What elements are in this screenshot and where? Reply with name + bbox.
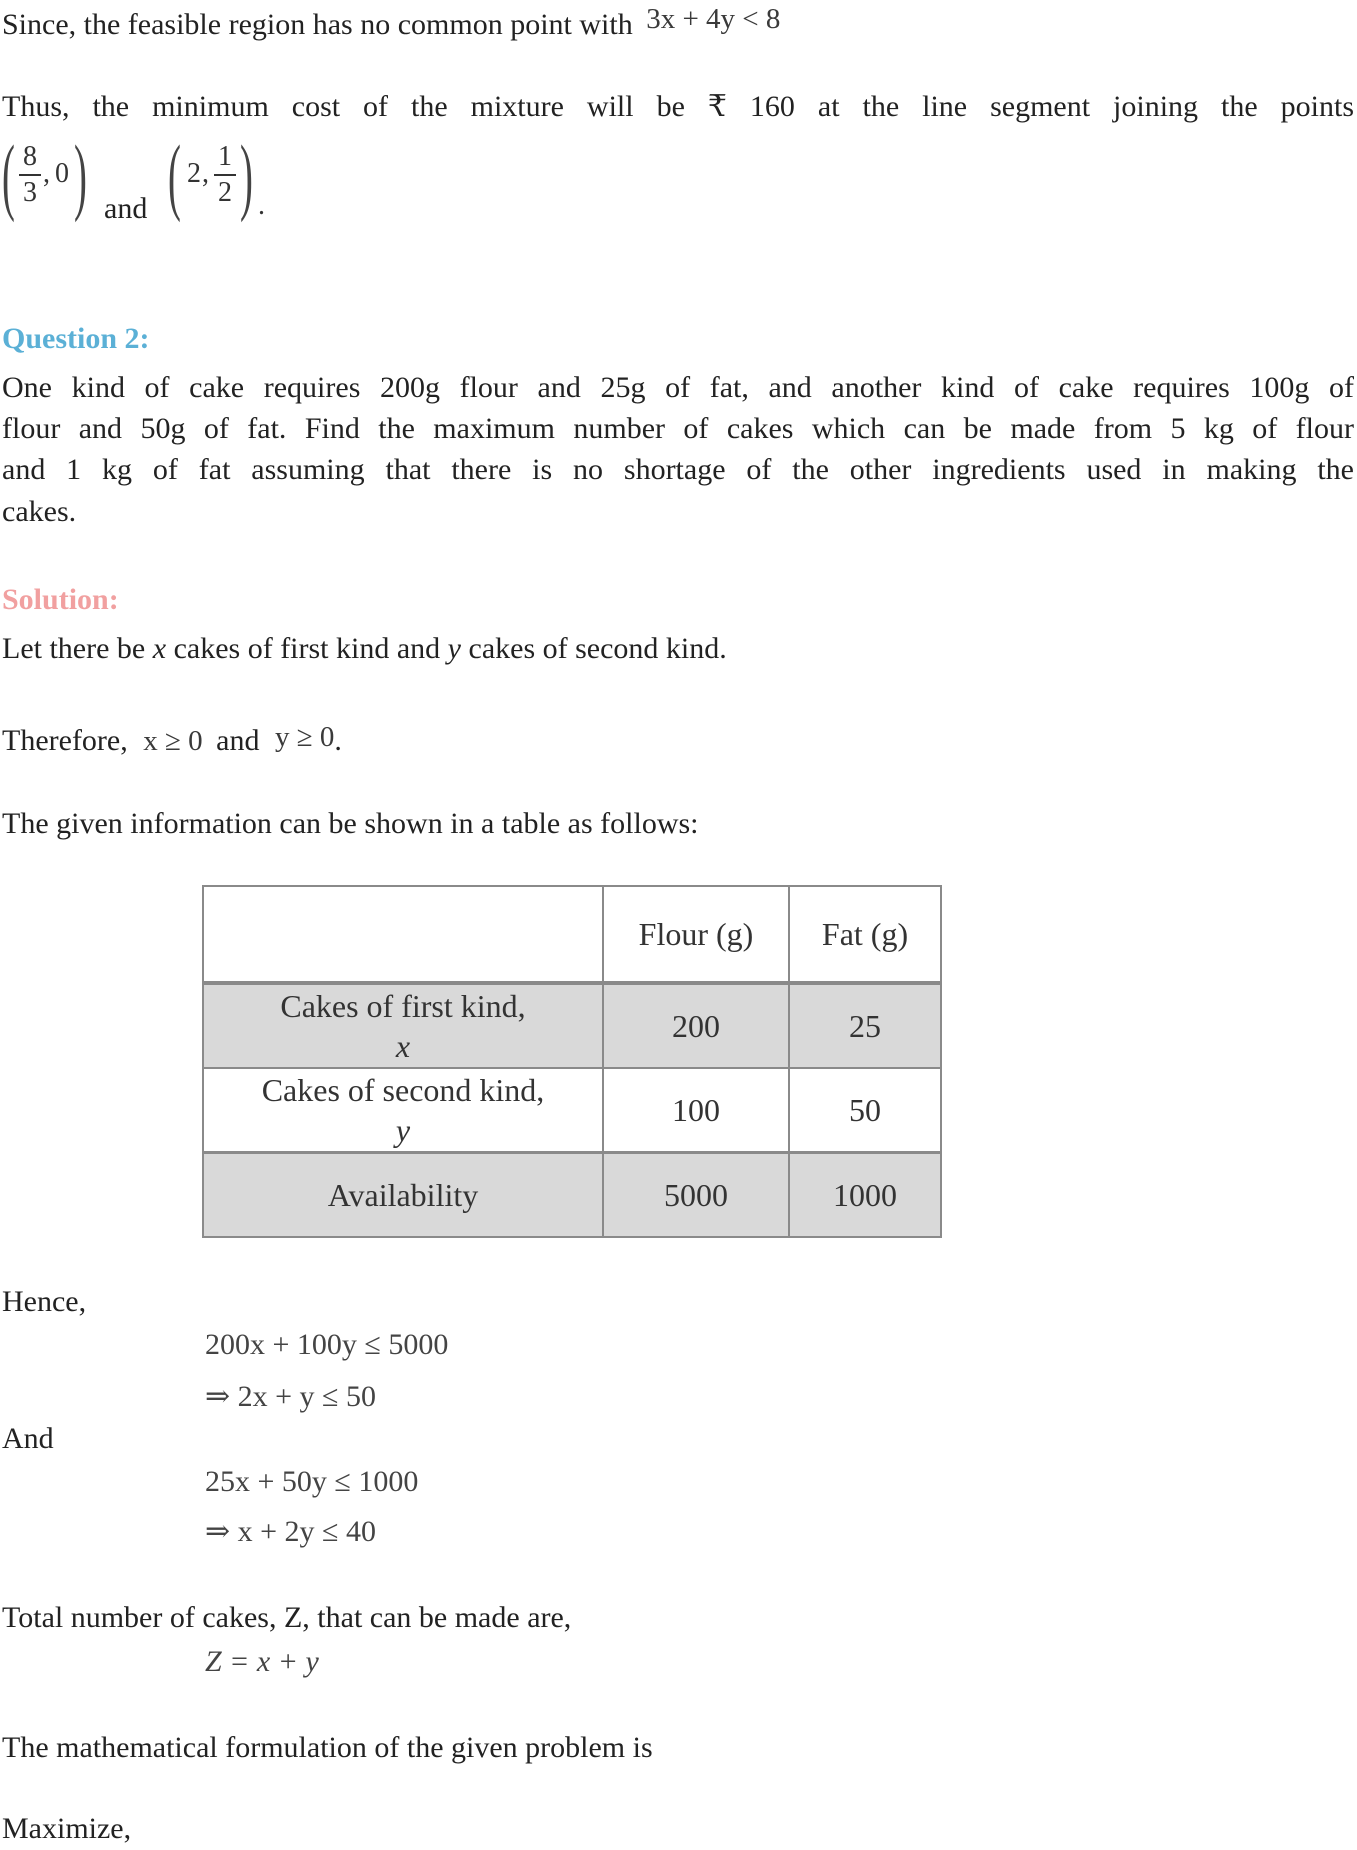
therefore-line: Therefore, x ≥ 0 and y ≥ 0. <box>2 721 342 757</box>
total-line: Total number of cakes, Z, that can be made are, <box>2 1601 572 1634</box>
x-nonneg: x ≥ 0 <box>143 725 203 757</box>
maximize-label: Maximize, <box>2 1812 132 1845</box>
var-x: x <box>152 632 167 665</box>
point-1-second: 0 <box>55 158 69 189</box>
left-paren-2: ( <box>168 127 181 223</box>
equation-1: 200x + 100y ≤ 5000 <box>205 1328 449 1361</box>
question-line-2: flour and 50g of fat. Find the maximum number of cakes which can be made from 5 kg of flour <box>2 412 1354 445</box>
hence-label: Hence, <box>2 1285 87 1318</box>
equation-4: ⇒ x + 2y ≤ 40 <box>205 1515 377 1548</box>
cell-flour-second: 100 <box>603 1068 789 1153</box>
equation-2: ⇒ 2x + y ≤ 50 <box>205 1380 377 1413</box>
row-label-availability: Availability <box>203 1153 603 1238</box>
solution-heading: Solution: <box>2 583 119 616</box>
cell-flour-availability: 5000 <box>603 1153 789 1238</box>
question-heading: Question 2: <box>2 322 150 355</box>
ingredients-table <box>202 885 942 1238</box>
y-nonneg: y ≥ 0 <box>275 721 335 753</box>
equation-3: 25x + 50y ≤ 1000 <box>205 1465 419 1498</box>
fraction-1-2: 1 2 <box>212 140 238 210</box>
var-y: y <box>447 632 461 665</box>
right-paren-2: ) <box>240 127 253 223</box>
table-row <box>203 1068 941 1153</box>
question-line-1: One kind of cake requires 200g flour and 25g of fat, and another kind of cake requires 100g of <box>2 371 1354 404</box>
table-header-row <box>203 886 941 983</box>
intro-line-1 <box>2 4 780 46</box>
formulation-line: The mathematical formulation of the given problem is <box>2 1731 653 1764</box>
row-label-second-kind: Cakes of second kind, y <box>203 1068 603 1153</box>
question-line-3: and 1 kg of fat assuming that there is no shortage of the other ingredients used in making the <box>2 453 1354 486</box>
row-label-first-kind: Cakes of first kind, x <box>203 983 603 1068</box>
cell-fat-second: 50 <box>789 1068 941 1153</box>
table-intro: The given information can be shown in a table as follows: <box>2 807 699 840</box>
intro-line-2: Thus, the minimum cost of the mixture will be ₹ 160 at the line segment joining the points <box>2 90 1354 123</box>
inequality-math: 3x + 4y < 8 <box>646 3 781 35</box>
table-header-fat: Fat (g) <box>789 886 941 983</box>
cell-fat-availability: 1000 <box>789 1153 941 1238</box>
table-row <box>203 1153 941 1238</box>
and-word: and <box>104 192 148 225</box>
intro-line-1-text: Since, the feasible region has no common point with <box>2 8 633 41</box>
table-row <box>203 983 941 1068</box>
question-line-4: cakes. <box>2 495 77 528</box>
left-paren-1: ( <box>2 127 15 223</box>
table-header-flour: Flour (g) <box>603 886 789 983</box>
let-line: Let there be x cakes of first kind and y cakes of second kind. <box>2 632 727 665</box>
table-header-empty <box>203 886 603 983</box>
cell-fat-first: 25 <box>789 983 941 1068</box>
fraction-8-3: 8 3 <box>17 140 43 210</box>
objective-equation: Z = x + y <box>205 1645 319 1678</box>
point-2-first: 2 <box>187 158 201 189</box>
right-paren-1: ) <box>74 127 87 223</box>
and-label: And <box>2 1422 54 1455</box>
cell-flour-first: 200 <box>603 983 789 1068</box>
